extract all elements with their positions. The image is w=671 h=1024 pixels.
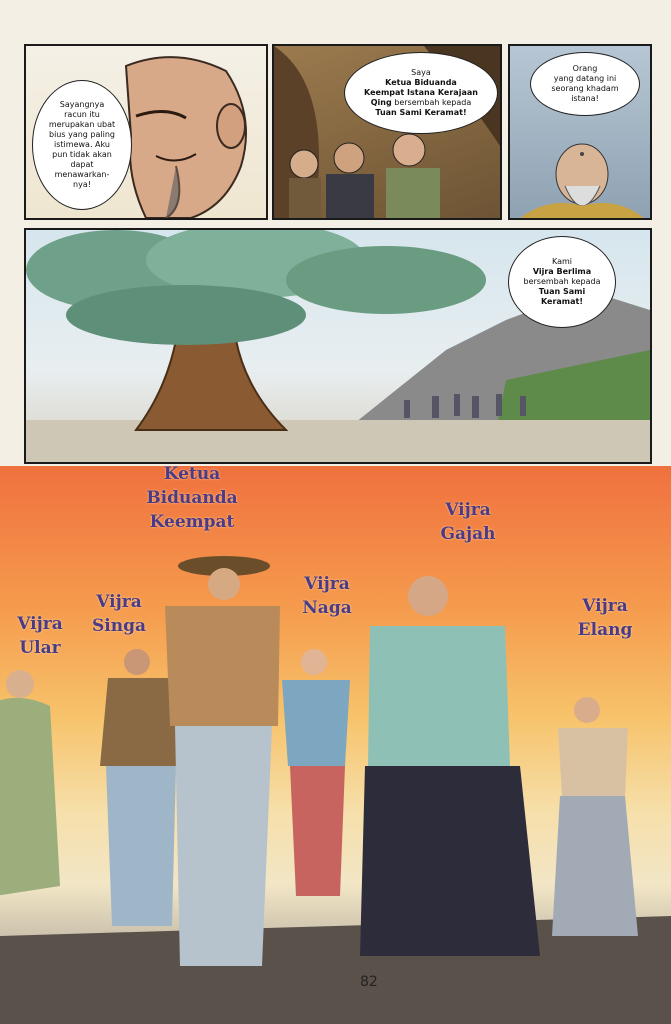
panel-five-vijra-splash xyxy=(0,466,671,1024)
panel-visitors xyxy=(272,44,502,220)
speech-bubble-vijra: Kami Vijra Berlima bersembah kepada Tuan Sami Keramat! xyxy=(508,236,616,328)
page-number: 82 xyxy=(360,974,378,990)
panel-old-monk xyxy=(508,44,652,220)
speech-bubble-monk: Sayangnya racun itu merupakan ubat bius yang paling istimewa. Aku pun tidak akan dapat menawarkan- nya! xyxy=(32,80,132,210)
label-vijra-singa: Vijra Singa xyxy=(92,592,146,636)
label-ketua-biduanda-keempat: Ketua Biduanda Keempat xyxy=(146,466,238,532)
panel-great-tree xyxy=(24,228,652,464)
label-vijra-naga: Vijra Naga xyxy=(302,574,352,618)
label-vijra-ular: Vijra Ular xyxy=(17,614,63,658)
warriors-art xyxy=(0,466,671,1024)
panel-monk-closeup xyxy=(24,44,268,220)
label-vijra-gajah: Vijra Gajah xyxy=(440,500,496,544)
speech-bubble-ketua: Saya Ketua Biduanda Keempat Istana Kerajaan Qing bersembah kepada Tuan Sami Keramat! xyxy=(344,52,498,134)
speech-bubble-old-monk: Orang yang datang ini seorang khadam istana! xyxy=(530,52,640,116)
label-vijra-elang: Vijra Elang xyxy=(577,596,633,640)
